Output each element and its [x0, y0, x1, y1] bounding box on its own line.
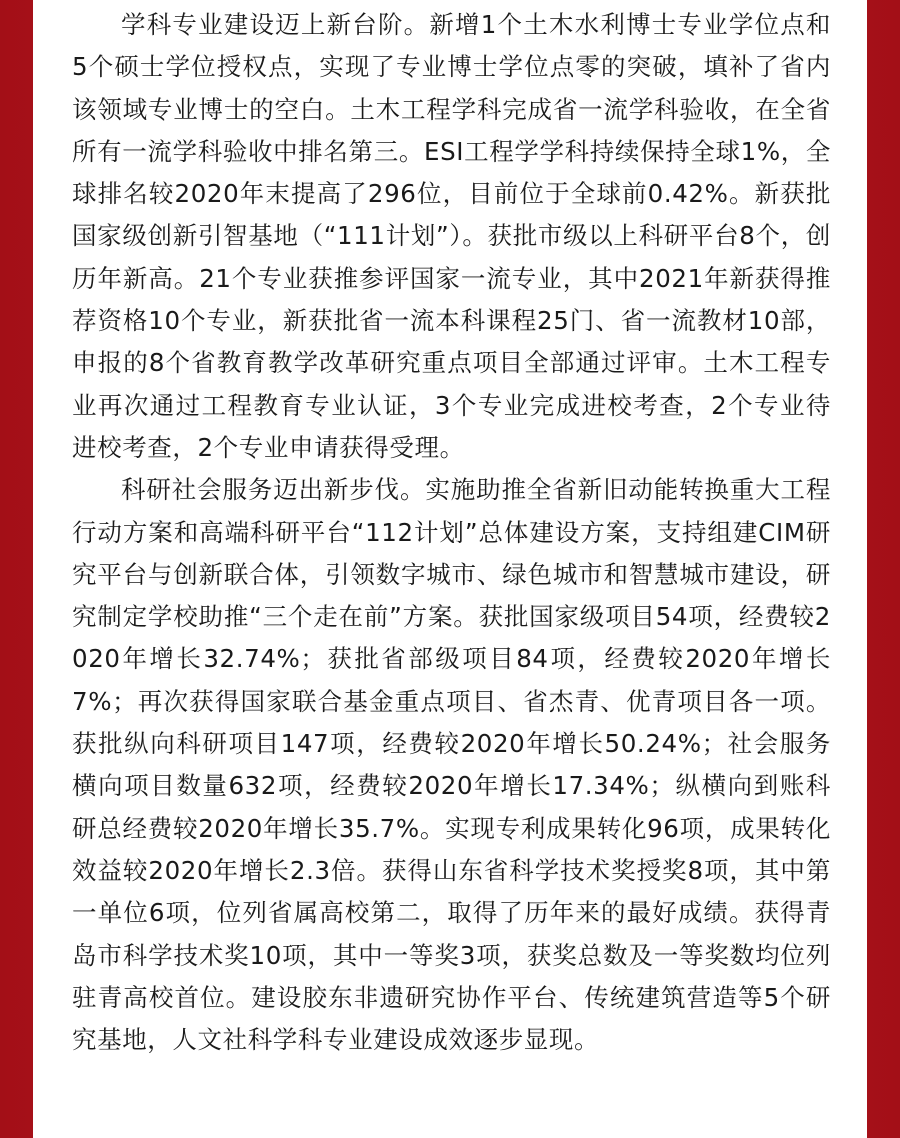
paragraph-discipline-construction: 学科专业建设迈上新台阶。新增1个土木水利博士专业学位点和5个硕士学位授权点，实现了专业博士学位点零的突破，填补了省内该领域专业博士的空白。土木工程学科完成省一流学科验收，在全省所有一流学科验收中排名第三。ESI工程学学科持续保持全球1%，全球排名较2020年末提高了296位，目前位于全球前0.42%。新获批国家级创新引智基地（“111计划”）。获批市级以上科研平台8个，创历年新高。21个专业获推参评国家一流专业，其中2021年新获得推荐资格10个专业，新获批省一流本科课程25门、省一流教材10部，申报的8个省教育教学改革研究重点项目全部通过评审。土木工程专业再次通过工程教育专业认证，3个专业完成进校考查，2个专业待进校考查，2个专业申请获得受理。: [72, 10, 831, 462]
paragraph-research-service: 科研社会服务迈出新步伐。实施助推全省新旧动能转换重大工程行动方案和高端科研平台“112计划”总体建设方案，支持组建CIM研究平台与创新联合体，引领数字城市、绿色城市和智慧城市建设，研究制定学校助推“三个走在前”方案。获批国家级项目54项，经费较2020年增长32.74%；获批省部级项目84项，经费较2020年增长7%；再次获得国家联合基金重点项目、省杰青、优青项目各一项。获批纵向科研项目147项，经费较2020年增长50.24%；社会服务横向项目数量632项，经费较2020年增长17.34%；纵横向到账科研总经费较2020年增长35.7%。实现专利成果转化96项，成果转化效益较2020年增长2.3倍。获得山东省科学技术奖授奖8项，其中第一单位6项，位列省属高校第二，取得了历年来的最好成绩。获得青岛市科学技术奖10项，其中一等奖3项，获奖总数及一等奖数均位列驻青高校首位。建设胶东非遗研究协作平台、传统建筑营造等5个研究基地，人文社科学科专业建设成效逐步显现。: [72, 475, 831, 1055]
article-panel: [33, 0, 867, 1138]
